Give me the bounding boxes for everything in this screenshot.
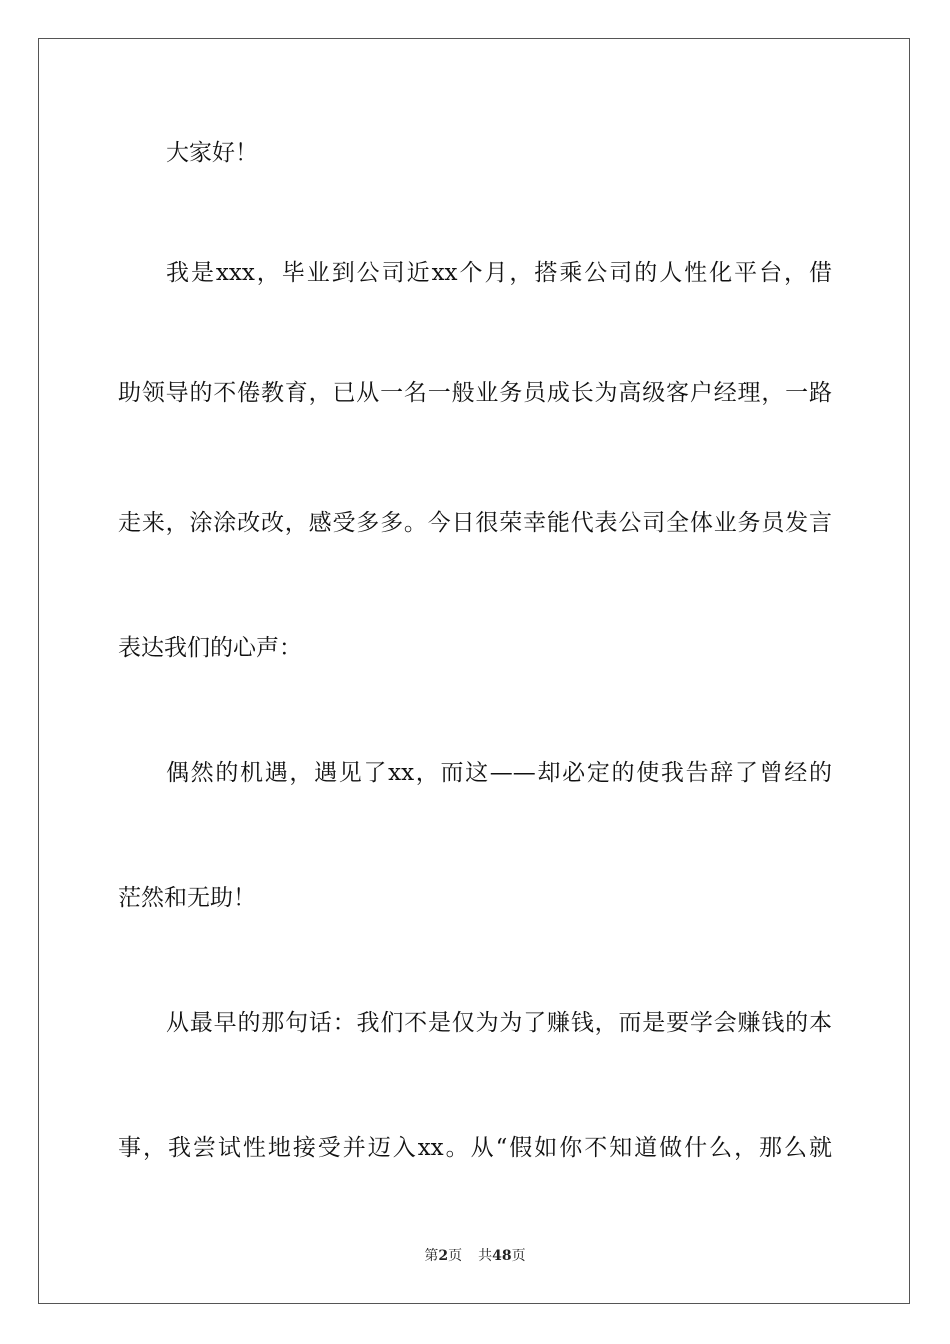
page-border xyxy=(38,38,910,1304)
page-label-suffix: 页 xyxy=(448,1248,463,1264)
total-label-prefix: 共 xyxy=(478,1248,493,1264)
paragraph-line: 走来，涂涂改改，感受多多。今日很荣幸能代表公司全体业务员发言 xyxy=(118,510,832,536)
paragraph-line: 表达我们的心声： xyxy=(118,635,302,661)
paragraph-line-greeting: 大家好！ xyxy=(166,140,258,166)
page-label-prefix: 第 xyxy=(424,1248,439,1264)
total-page-count: 48 xyxy=(492,1248,512,1264)
paragraph-line: 茫然和无助！ xyxy=(118,885,256,911)
paragraph-line: 从最早的那句话：我们不是仅为为了赚钱，而是要学会赚钱的本 xyxy=(166,1010,832,1036)
paragraph-line: 偶然的机遇，遇见了xx，而这——却必定的使我告辞了曾经的 xyxy=(166,760,832,786)
paragraph-line: 助领导的不倦教育，已从一名一般业务员成长为高级客户经理，一路 xyxy=(118,380,832,406)
total-label-suffix: 页 xyxy=(511,1248,526,1264)
page-footer xyxy=(0,1246,950,1266)
current-page-number: 2 xyxy=(438,1248,449,1264)
paragraph-line: 我是xxx，毕业到公司近xx个月，搭乘公司的人性化平台，借 xyxy=(166,260,832,286)
paragraph-line: 事，我尝试性地接受并迈入xx。从“假如你不知道做什么，那么就 xyxy=(118,1135,832,1161)
